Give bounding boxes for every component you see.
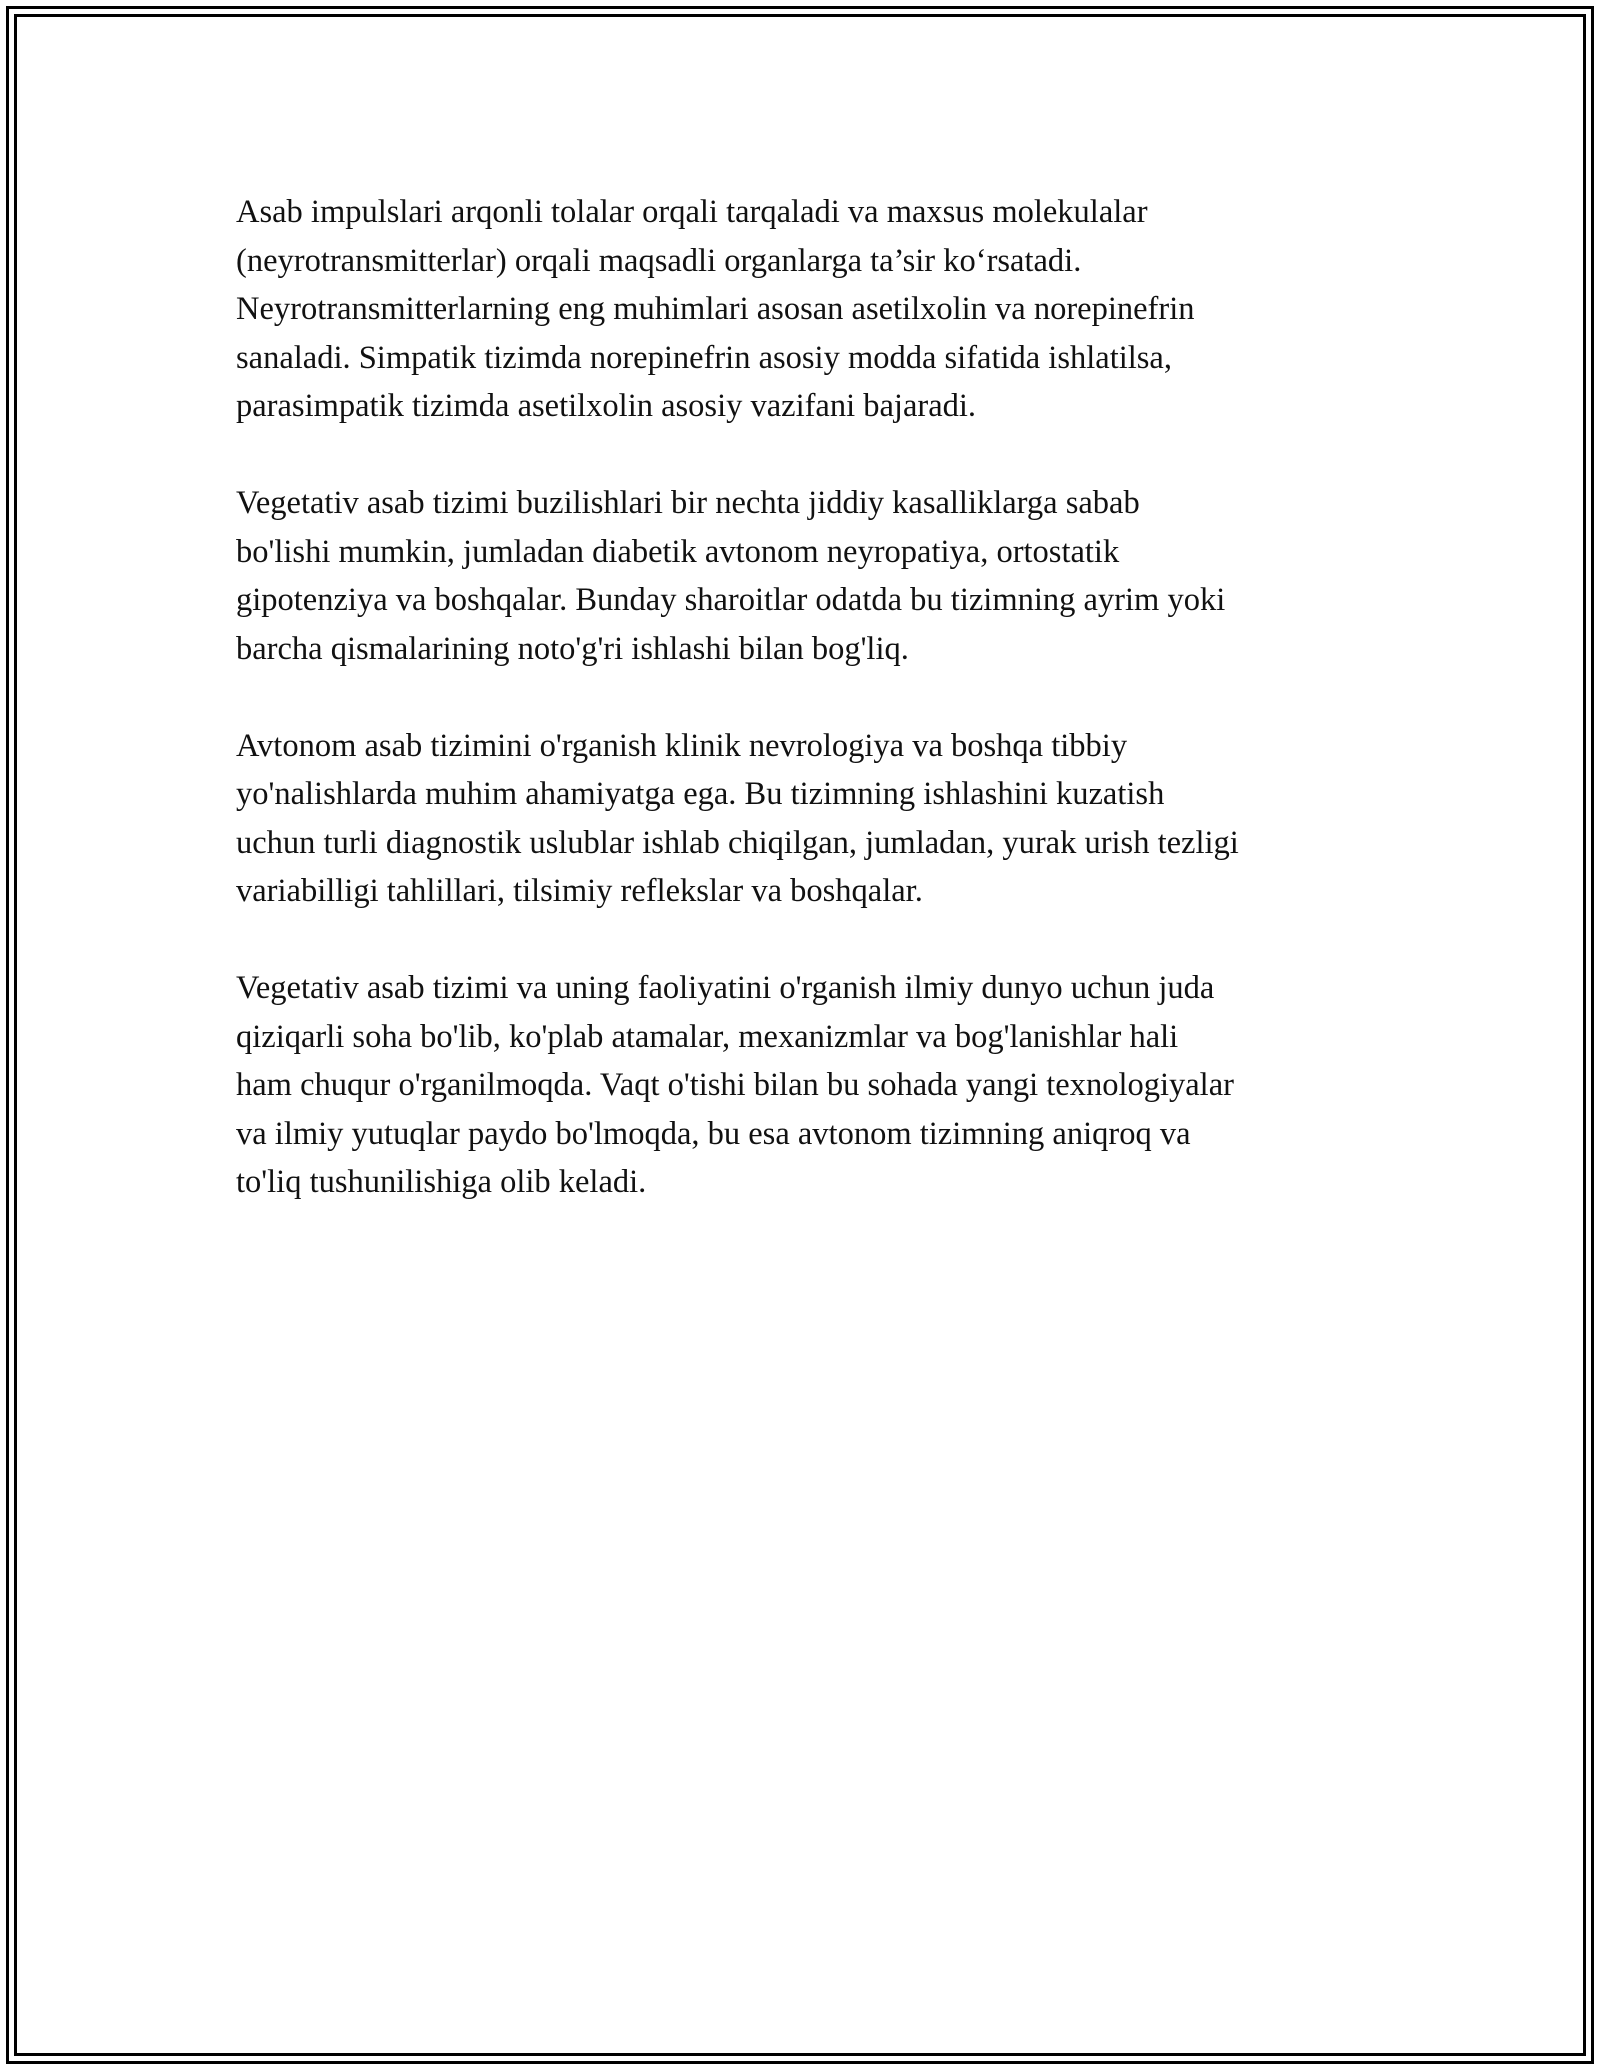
paragraph-4-line-1: Vegetativ asab tizimi va uning faoliyatini o'rganish ilmiy dunyo uchun juda — [236, 970, 1215, 1006]
paragraph-3-line-1: Avtonom asab tizimini o'rganish klinik nevrologiya va boshqa tibbiy — [236, 727, 1128, 764]
paragraph-1 — [236, 188, 1386, 431]
paragraph-1-line-4: sanaladi. Simpatik tizimda norepinefrin asosiy modda sifatida ishlatilsa, — [236, 339, 1172, 376]
paragraph-1-line-2: (neyrotransmitterlar) orqali maqsadli organlarga ta’sir ko‘rsatadi. — [236, 242, 1082, 279]
paragraph-4-line-2: qiziqarli soha bo'lib, ko'plab atamalar, mexanizmlar va bog'lanishlar hali — [236, 1018, 1179, 1055]
paragraph-2-line-3: gipotenziya va boshqalar. Bunday sharoitlar odatda bu tizimning ayrim yoki — [236, 582, 1226, 618]
paragraph-1-line-3: Neyrotransmitterlarning eng muhimlari asosan asetilxolin va norepinefrin — [236, 291, 1195, 327]
paragraph-4-line-3: ham chuqur o'rganilmoqda. Vaqt o'tishi bilan bu sohada yangi texnologiyalar — [236, 1067, 1234, 1103]
document-body — [236, 188, 1386, 1255]
paragraph-2-line-4: barcha qismalarining noto'g'ri ishlashi bilan bog'liq. — [236, 630, 909, 667]
paragraph-3-line-4: variabilligi tahlillari, tilsimiy reflekslar va boshqalar. — [236, 873, 923, 909]
paragraph-4-line-5: to'liq tushunilishiga olib keladi. — [236, 1164, 647, 1200]
paragraph-4 — [236, 964, 1386, 1207]
paragraph-3 — [236, 722, 1386, 916]
paragraph-3-line-2: yo'nalishlarda muhim ahamiyatga ega. Bu tizimning ishlashini kuzatish — [236, 776, 1165, 812]
paragraph-2 — [236, 479, 1386, 673]
paragraph-2-line-1: Vegetativ asab tizimi buzilishlari bir nechta jiddiy kasalliklarga sabab — [236, 485, 1140, 521]
paragraph-4-line-4: va ilmiy yutuqlar paydo bo'lmoqda, bu esa avtonom tizimning aniqroq va — [236, 1115, 1191, 1152]
paragraph-2-line-2: bo'lishi mumkin, jumladan diabetik avtonom neyropatiya, ortostatik — [236, 533, 1120, 570]
paragraph-1-line-1: Asab impulslari arqonli tolalar orqali tarqaladi va maxsus molekulalar — [236, 194, 1148, 230]
paragraph-3-line-3: uchun turli diagnostik uslublar ishlab chiqilgan, jumladan, yurak urish tezligi — [236, 824, 1239, 861]
paragraph-1-line-5: parasimpatik tizimda asetilxolin asosiy vazifani bajaradi. — [236, 388, 977, 424]
